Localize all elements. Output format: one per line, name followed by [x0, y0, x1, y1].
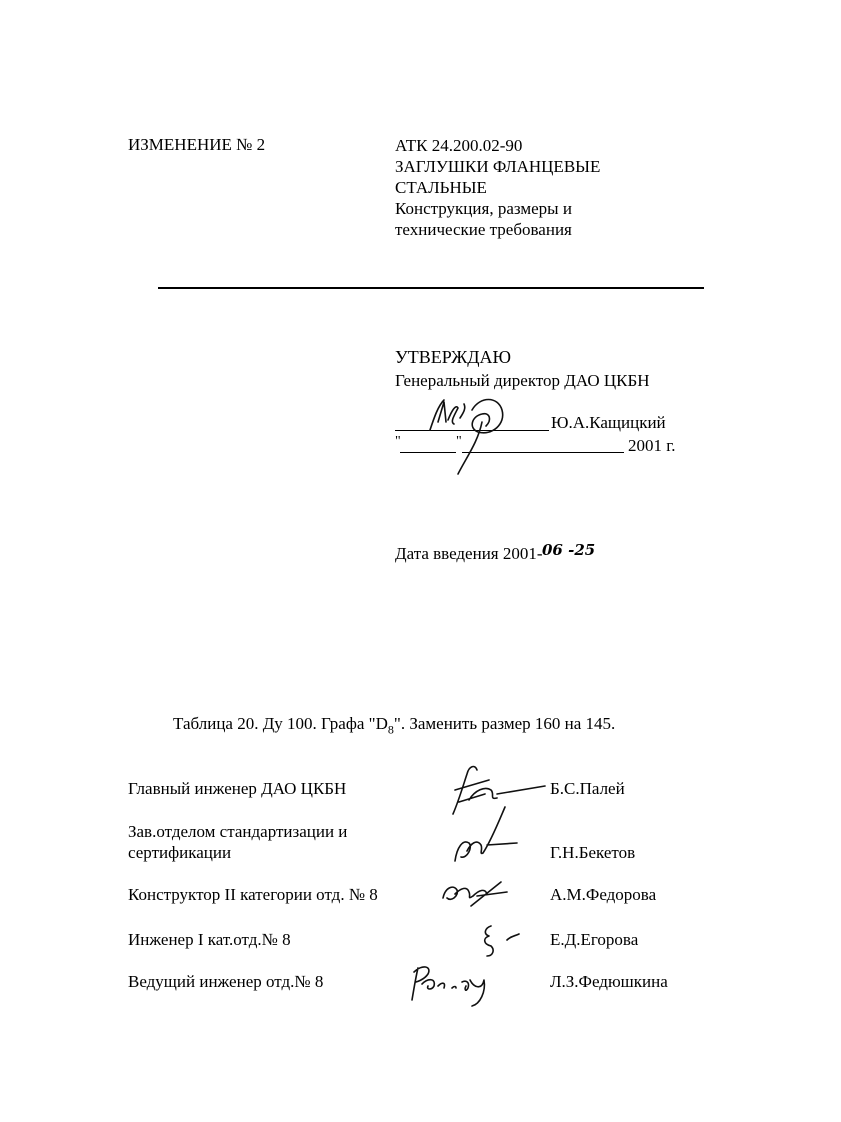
introduction-date-handwritten: 06 -25	[542, 541, 596, 559]
document-code: АТК 24.200.02-90	[395, 136, 523, 155]
document-title-line1: ЗАГЛУШКИ ФЛАНЦЕВЫЕ	[395, 157, 601, 176]
document-title-line2: СТАЛЬНЫЕ	[395, 178, 487, 197]
approval-label: УТВЕРЖДАЮ	[395, 347, 512, 367]
signatory-name-1: Б.С.Палей	[550, 779, 625, 798]
change-number: ИЗМЕНЕНИЕ № 2	[128, 135, 266, 154]
signature-2	[447, 803, 537, 873]
document-subtitle-line2: технические требования	[395, 220, 572, 239]
signatory-name-3: А.М.Федорова	[550, 885, 657, 904]
signature-3	[437, 876, 517, 916]
approval-year: 2001 г.	[628, 436, 676, 455]
director-signature	[420, 392, 540, 482]
signature-4	[479, 920, 539, 960]
signatory-position-3: Конструктор II категории отд. № 8	[128, 885, 378, 904]
approval-position: Генеральный директор ДАО ЦКБН	[395, 371, 650, 390]
header-divider	[158, 287, 704, 289]
signatory-position-2	[128, 821, 347, 863]
signatory-position-2-line1: Зав.отделом стандартизации и	[128, 822, 348, 841]
signatory-name-4: Е.Д.Егорова	[550, 930, 639, 949]
signatory-position-1: Главный инженер ДАО ЦКБН	[128, 779, 347, 798]
change-text-before: Таблица 20. Ду 100. Графа "D	[173, 714, 388, 733]
signatory-name-2: Г.Н.Бекетов	[550, 843, 636, 862]
signatory-position-4: Инженер I кат.отд.№ 8	[128, 930, 291, 949]
document-header	[395, 135, 600, 240]
change-subscript: 8	[387, 722, 394, 737]
document-subtitle-line1: Конструкция, размеры и	[395, 199, 572, 218]
approver-name: Ю.А.Кащицкий	[551, 413, 666, 432]
signatory-position-2-line2: сертификации	[128, 843, 232, 862]
change-text	[173, 714, 615, 737]
quote-close: "	[456, 434, 462, 449]
signature-5	[404, 960, 514, 1010]
signatory-position-5: Ведущий инженер отд.№ 8	[128, 972, 324, 991]
introduction-date-label: Дата введения 2001-	[395, 544, 543, 563]
quote-open: "	[395, 434, 401, 449]
change-text-after: ". Заменить размер 160 на 145.	[393, 714, 616, 733]
signatory-name-5: Л.З.Федюшкина	[550, 972, 668, 991]
